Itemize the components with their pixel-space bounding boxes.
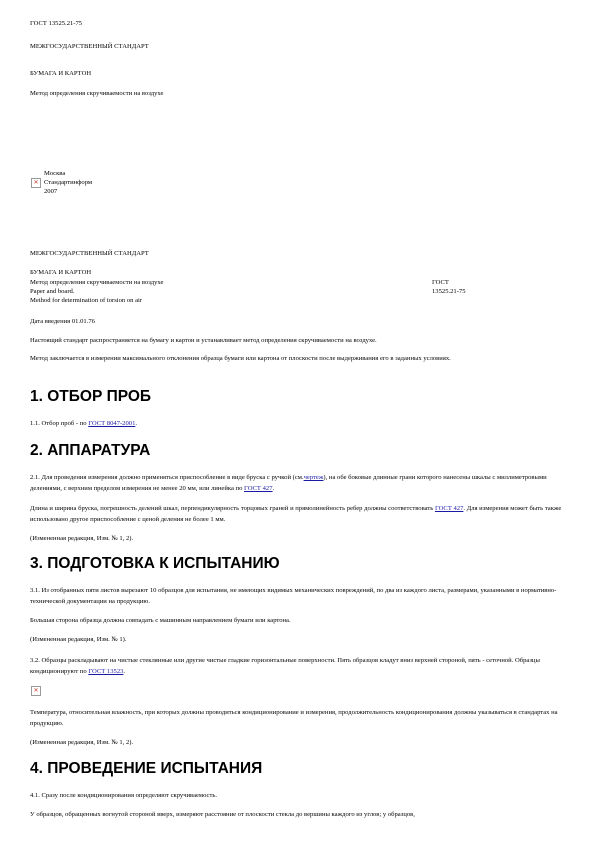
- section-1-title: 1. ОТБОР ПРОБ: [30, 388, 152, 405]
- section-3-note-2: (Измененная редакция, Изм. № 1, 2).: [30, 739, 134, 746]
- section-3-paragraph-1: 3.1. Из отобранных пяти листов вырезают 10 образцов для испытания, не имеющих видимых механических повреждений, по два из каждого листа, размерами, указанными в нормативно-технической документации на продукцию.: [30, 587, 557, 605]
- section-3-paragraph-4: Температура, относительная влажность, при которых должны проводиться кондиционирование и измерения, продолжительность кондиционирования должны указываться в стандартах на продукцию.: [30, 709, 558, 727]
- title-subject-ru: БУМАГА И КАРТОН: [30, 269, 92, 276]
- section-2-note: (Измененная редакция, Изм. № 1, 2).: [30, 535, 134, 542]
- title-subject-en: Paper and board.: [30, 288, 75, 295]
- scope-paragraph: Настоящий стандарт распространяется на бумагу и картон и устанавливает метод определения скручиваемости на воздухе.: [30, 337, 377, 344]
- doc-code: ГОСТ 13525.21-75: [30, 20, 83, 27]
- para-text: 3.2. Образцы раскладывают на чистые стеклянные или другие чистые гладкие горизонтальные поверхности. Пять образцов кладут вниз верхней стороной, пять - сеточной. Образцы кондиционируют по: [30, 657, 540, 675]
- section-3-title: 3. ПОДГОТОВКА К ИСПЫТАНИЮ: [30, 555, 280, 572]
- broken-image-icon: ✕: [31, 178, 41, 188]
- subject-heading: БУМАГА И КАРТОН: [30, 70, 92, 77]
- gost-label: ГОСТ: [432, 279, 449, 286]
- para-end: . Для измерения может быть также использовано другое приспособление с ценой деления не более 1 мм.: [30, 505, 562, 523]
- gost-427-link[interactable]: ГОСТ 427: [244, 485, 273, 492]
- para-end: .: [123, 668, 126, 675]
- section-2-paragraph-1: [30, 472, 570, 494]
- title-standard-type: МЕЖГОСУДАРСТВЕННЫЙ СТАНДАРТ: [30, 250, 149, 257]
- effective-date: [30, 318, 95, 326]
- section-4-paragraph-1: 4.1. Сразу после кондиционирования определяют скручиваемость.: [30, 792, 218, 799]
- gost-number: 13525.21-75: [432, 288, 466, 295]
- effective-date-value: 01.01.76: [71, 318, 95, 325]
- section-1-paragraph: [30, 420, 137, 428]
- gost-13523-link[interactable]: ГОСТ 13523: [88, 668, 124, 675]
- standard-type: МЕЖГОСУДАРСТВЕННЫЙ СТАНДАРТ: [30, 43, 149, 50]
- broken-image-icon: ✕: [31, 686, 41, 696]
- section-3-paragraph-2: Большая сторона образца должна совпадать с машинным направлением бумаги или картона.: [30, 617, 291, 624]
- section-3-paragraph-3: [30, 655, 570, 677]
- section-2-title: 2. АППАРАТУРА: [30, 442, 151, 459]
- section-2-paragraph-2: [30, 503, 570, 525]
- para-text: 1.1. Отбор проб - по: [30, 420, 87, 427]
- gost-8047-link[interactable]: ГОСТ 8047-2001: [88, 420, 136, 427]
- para-text: ), на обе боковые длинные грани которого нанесены шкалы с миллиметровыми делениями, с верхним пределом измерения не менее 20 мм, или линейка по: [30, 474, 547, 492]
- publisher-name: Стандартинформ: [44, 179, 93, 186]
- drawing-link[interactable]: чертеж: [303, 474, 324, 481]
- section-3-note-1: (Измененная редакция, Изм. № 1).: [30, 636, 127, 643]
- para-text: Длина и ширина бруска, погрешность делений шкал, перпендикулярность торцовых граней и прямолинейность ребер должны соответствовать: [30, 505, 434, 512]
- para-end: .: [272, 485, 275, 492]
- publisher-city: Москва: [44, 170, 66, 177]
- para-end: .: [135, 420, 138, 427]
- title-method-en: Method for determination of torsion on air: [30, 297, 143, 304]
- essence-paragraph: Метод заключается в измерении максимального отклонения образца бумаги или картона от плоскости после выдерживания его в заданных условиях.: [30, 355, 451, 362]
- publisher-year: 2007: [44, 188, 58, 195]
- para-text: 2.1. Для проведения измерения должно применяться приспособление в виде бруска с ручкой (см.: [30, 474, 304, 481]
- section-4-title: 4. ПРОВЕДЕНИЕ ИСПЫТАНИЯ: [30, 760, 263, 777]
- gost-427-link[interactable]: ГОСТ 427: [434, 505, 464, 512]
- effective-date-label: Дата введения: [30, 318, 71, 325]
- section-4-paragraph-2: У образцов, обращенных вогнутой стороной вверх, измеряют расстояние от плоскости стекла до вершины каждого из углов; у образцов,: [30, 811, 415, 818]
- title-method-ru: Метод определения скручиваемости на воздухе: [30, 279, 164, 286]
- method-heading: Метод определения скручиваемости на воздухе: [30, 90, 164, 97]
